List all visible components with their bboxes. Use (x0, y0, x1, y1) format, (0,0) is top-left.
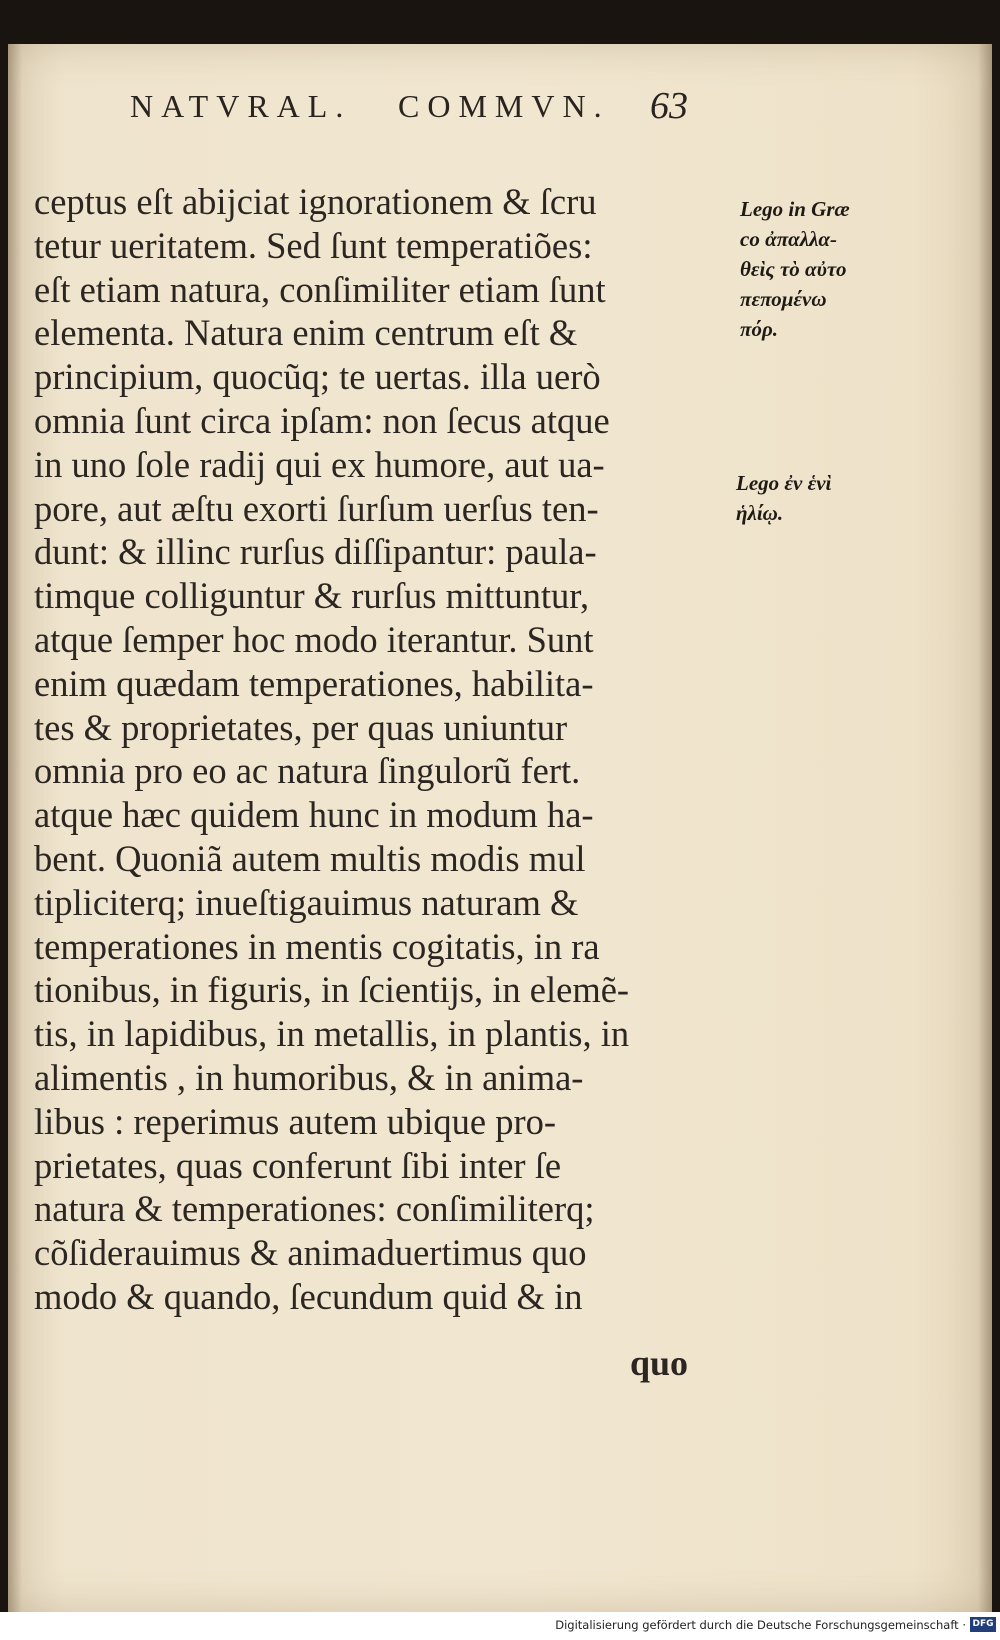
marginal-note-line: Lego in Græ (740, 197, 850, 221)
text-line: libus : reperimus autem ubique pro- (34, 1100, 557, 1142)
text-line: omnia ſunt circa ipſam: non ſecus atque (34, 399, 610, 441)
text-line: atque hæc quidem hunc in modum ha- (34, 794, 594, 836)
marginal-note-line: Lego ἐν ἑνὶ (736, 471, 832, 495)
text-line: tipliciterq; inueſtigauimus naturam & (34, 881, 579, 923)
text-line: timque colliguntur & rurſus mittuntur, (34, 575, 590, 617)
text-line: alimentis , in humoribus, & in anima- (34, 1056, 584, 1098)
marginal-note-line: θεὶς τὸ αὐτο (740, 257, 847, 281)
page-number: 63 (650, 85, 688, 127)
page-shadow-left (8, 44, 22, 1612)
text-line: atque ſemper hoc modo iterantur. Sunt (34, 618, 594, 660)
running-title-right: COMMVN. (398, 88, 610, 124)
marginal-note-line: πεπομένω (740, 287, 827, 311)
text-line: dunt: & illinc rurſus diſſipantur: paula- (34, 531, 597, 573)
text-line: prietates, quas conferunt ſibi inter ſe (34, 1144, 562, 1186)
text-line: modo & quando, ſecundum quid & in (34, 1275, 583, 1317)
main-text-block (34, 180, 724, 1319)
running-header (130, 85, 750, 138)
text-line: eſt etiam natura, conſimiliter etiam ſunt (34, 268, 606, 310)
digitization-credit: Digitalisierung gefördert durch die Deutsche Forschungsgemeinschaft · (555, 1618, 966, 1632)
marginal-note-sun-reading (736, 468, 831, 528)
text-line: omnia pro eo ac natura ſingulorũ fert. (34, 750, 581, 792)
marginal-note-line: πόρ. (740, 317, 779, 341)
text-line: ceptus eſt abijciat ignorationem & ſcru (34, 181, 597, 222)
text-line: natura & temperationes: conſimiliterq; (34, 1188, 595, 1230)
text-line: temperationes in mentis cogitatis, in ra (34, 925, 600, 967)
marginal-note-line: co ἀπαλλα- (740, 227, 838, 251)
catchword: quo (630, 1343, 689, 1383)
text-line: elementa. Natura enim centrum eſt & (34, 312, 578, 354)
text-line: tes & proprietates, per quas uniuntur (34, 706, 568, 748)
text-line: tetur ueritatem. Sed ſunt temperatiões: (34, 224, 593, 266)
text-line: enim quædam temperationes, habilita- (34, 662, 594, 704)
text-line: tis, in lapidibus, in metallis, in plantis, in (34, 1013, 630, 1055)
running-title-left: NATVRAL. (130, 88, 352, 124)
text-line: principium, quocũq; te uertas. illa uerò (34, 356, 601, 398)
text-line: cõſiderauimus & animaduertimus quo (34, 1232, 587, 1274)
page-shadow-right (978, 44, 992, 1612)
text-line: pore, aut æſtu exorti ſurſum uerſus ten- (34, 487, 599, 529)
text-line: in uno ſole radij qui ex humore, aut ua- (34, 443, 605, 485)
marginal-note-line: ἡλίῳ. (736, 501, 784, 525)
dfg-logo: DFG (970, 1617, 996, 1632)
marginal-note-greek-reading (740, 194, 850, 344)
text-line: tionibus, in figuris, in ſcientijs, in elemẽ- (34, 969, 630, 1011)
text-line: bent. Quoniã autem multis modis mul (34, 837, 586, 879)
